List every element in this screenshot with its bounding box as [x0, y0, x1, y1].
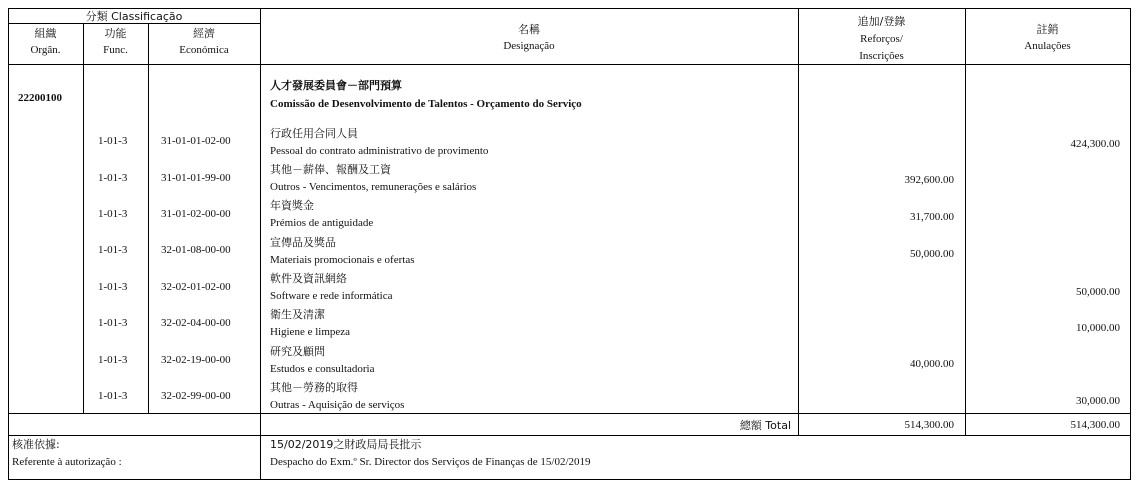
designation-header-zh: 名稱 [518, 23, 540, 36]
table-row-designation-pt: Software e rede informática [270, 290, 393, 302]
table-row-anulacao: 10,000.00 [1076, 322, 1120, 334]
table-row-designation-zh: 年資獎金 [270, 199, 314, 212]
reforcos-header-pt1: Reforços/ [860, 33, 903, 45]
table-row-econ: 32-02-01-02-00 [161, 281, 231, 293]
table-row-designation-pt: Higiene e limpeza [270, 326, 351, 338]
table-row-econ: 31-01-02-00-00 [161, 208, 231, 220]
anulacoes-header-zh: 註銷 [1036, 23, 1059, 36]
classification-header: 分類 Classificação [85, 10, 183, 23]
left-border [8, 8, 9, 480]
table-row-designation-zh: 衛生及清潔 [270, 308, 325, 321]
table-row-func: 1-01-3 [98, 354, 128, 366]
table-row-reforco: 392,600.00 [904, 174, 954, 186]
organ-header-pt: Orgân. [30, 44, 61, 56]
table-row-reforco: 40,000.00 [910, 358, 954, 370]
table-row-designation-zh: 宣傳品及獎品 [270, 236, 336, 249]
table-row-func: 1-01-3 [98, 317, 128, 329]
total-bottom-border [8, 435, 1131, 436]
table-row-designation-pt: Pessoal do contrato administrativo de provimento [270, 145, 489, 157]
table-row-econ: 32-02-99-00-00 [161, 390, 231, 402]
authorization-value-zh: 15/02/2019之財政局局長批示 [270, 438, 422, 451]
col-sep-func [148, 23, 149, 414]
reforcos-header-zh: 追加/登錄 [857, 15, 906, 28]
table-row-anulacao: 424,300.00 [1070, 138, 1120, 150]
organ-code: 22200100 [18, 92, 62, 104]
table-row-reforco: 31,700.00 [910, 211, 954, 223]
table-row-func: 1-01-3 [98, 208, 128, 220]
total-anulacoes: 514,300.00 [1070, 419, 1120, 431]
table-row-anulacao: 50,000.00 [1076, 286, 1120, 298]
authorization-value-pt: Despacho do Exm.º Sr. Director dos Serviços de Finanças de 15/02/2019 [270, 456, 591, 468]
table-row-designation-pt: Materiais promocionais e ofertas [270, 254, 415, 266]
col-sep-econ [260, 8, 261, 480]
table-row-econ: 32-02-19-00-00 [161, 354, 231, 366]
reforcos-header-pt2: Inscrições [859, 50, 904, 62]
table-row-designation-pt: Prémios de antiguidade [270, 217, 374, 229]
anulacoes-header-pt: Anulações [1024, 40, 1071, 52]
table-row-designation-zh: 其他－勞務的取得 [270, 381, 358, 394]
table-row-func: 1-01-3 [98, 390, 128, 402]
section-title-zh: 人才發展委員會－部門預算 [270, 79, 402, 92]
table-row-designation-pt: Outras - Aquisição de serviços [270, 399, 405, 411]
classification-underline [8, 23, 260, 24]
header-bottom-border [8, 64, 1131, 65]
table-bottom-border [8, 479, 1131, 480]
func-header-zh: 功能 [104, 27, 127, 40]
designation-header-pt: Designação [503, 40, 555, 52]
authorization-label-pt: Referente à autorização : [12, 456, 122, 468]
total-reforcos: 514,300.00 [904, 419, 954, 431]
table-row-econ: 31-01-01-02-00 [161, 135, 231, 147]
econ-header-pt: Económica [179, 44, 229, 56]
right-border [1130, 8, 1131, 480]
section-title-pt: Comissão de Desenvolvimento de Talentos - Orçamento do Serviço [270, 98, 582, 110]
body-bottom-border [8, 413, 1131, 414]
table-row-func: 1-01-3 [98, 281, 128, 293]
total-label: 總額 Total [739, 419, 791, 432]
table-row-func: 1-01-3 [98, 135, 128, 147]
table-row-econ: 32-01-08-00-00 [161, 244, 231, 256]
budget-table [8, 8, 1131, 488]
table-row-designation-pt: Estudos e consultadoria [270, 363, 375, 375]
authorization-label-zh: 核准依據: [12, 438, 60, 451]
table-row-designation-pt: Outros - Vencimentos, remunerações e salários [270, 181, 477, 193]
table-row-anulacao: 30,000.00 [1076, 395, 1120, 407]
col-sep-reforcos [965, 8, 966, 436]
table-row-func: 1-01-3 [98, 172, 128, 184]
table-row-econ: 32-02-04-00-00 [161, 317, 231, 329]
table-row-designation-zh: 軟件及資訊網絡 [270, 272, 347, 285]
table-row-econ: 31-01-01-99-00 [161, 172, 231, 184]
table-row-designation-zh: 研究及顧問 [270, 345, 325, 358]
func-header-pt: Func. [103, 44, 128, 56]
organ-header-zh: 組織 [34, 27, 57, 40]
table-top-border [8, 8, 1131, 9]
table-row-designation-zh: 其他－薪俸、報酬及工資 [270, 163, 391, 176]
table-row-reforco: 50,000.00 [910, 248, 954, 260]
table-row-designation-zh: 行政任用合同人員 [270, 127, 358, 140]
table-row-func: 1-01-3 [98, 244, 128, 256]
econ-header-zh: 經濟 [193, 27, 215, 40]
col-sep-organ [83, 23, 84, 414]
